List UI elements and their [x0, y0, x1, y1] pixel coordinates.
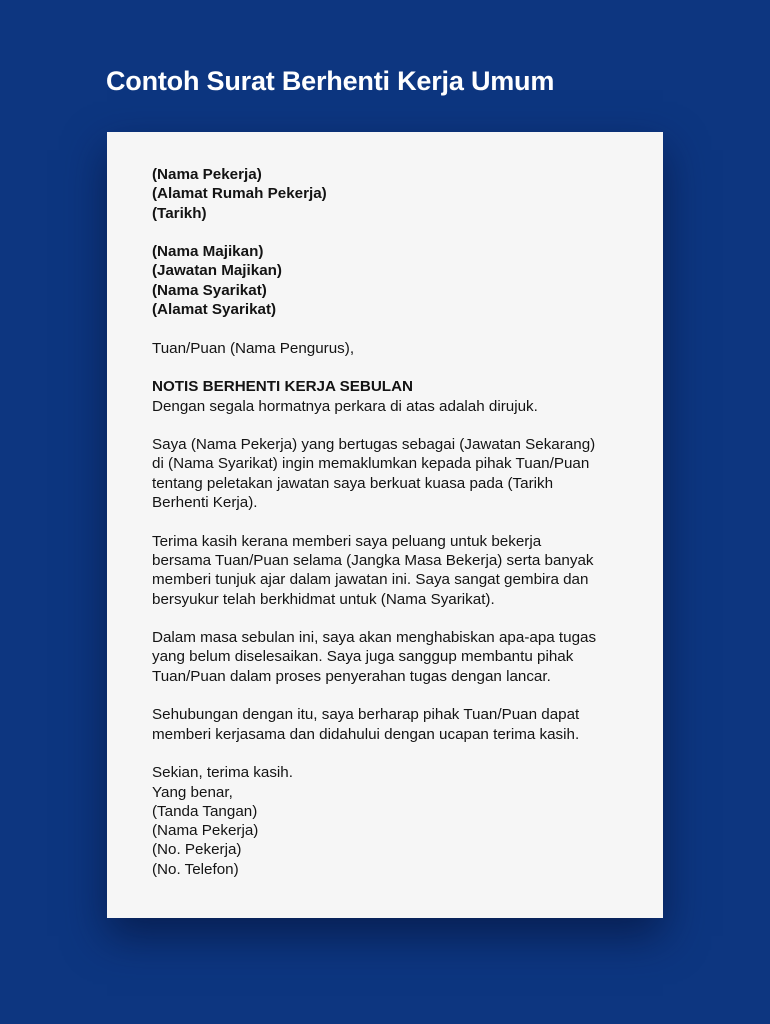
- paragraph-line: Berhenti Kerja).: [152, 494, 258, 512]
- intro-text: Dengan segala hormatnya perkara di atas adalah dirujuk.: [152, 397, 538, 415]
- letter-date: (Tarikh): [152, 204, 207, 222]
- paragraph-line: Sehubungan dengan itu, saya berharap pihak Tuan/Puan dapat: [152, 706, 580, 724]
- recipient-block: [152, 242, 642, 319]
- paragraph-line: Saya (Nama Pekerja) yang bertugas sebagai (Jawatan Sekarang): [152, 436, 596, 454]
- letter-paper: [107, 132, 663, 918]
- paragraph-line: Dalam masa sebulan ini, saya akan menghabiskan apa-apa tugas: [152, 629, 597, 647]
- company-name: (Nama Syarikat): [152, 281, 267, 299]
- letter-content: [152, 165, 642, 898]
- sender-name: (Nama Pekerja): [152, 166, 262, 183]
- page-title: Contoh Surat Berhenti Kerja Umum: [106, 66, 555, 96]
- paragraph-line: bersyukur telah berkhidmat untuk (Nama Syarikat).: [152, 590, 495, 608]
- subject-heading: NOTIS BERHENTI KERJA SEBULAN: [152, 378, 414, 396]
- closing-block: [152, 763, 642, 879]
- paragraph-line: memberi kerjasama dan didahului dengan ucapan terima kasih.: [152, 725, 580, 743]
- signature-placeholder: (Tanda Tangan): [152, 802, 258, 820]
- employer-position: (Jawatan Majikan): [152, 262, 282, 280]
- closing-sincerely: Yang benar,: [152, 783, 233, 801]
- paragraph-line: memberi tunjuk ajar dalam jawatan ini. Saya sangat gembira dan: [152, 571, 589, 589]
- phone-number: (No. Telefon): [152, 860, 239, 878]
- paragraph-handover: [152, 628, 642, 686]
- paragraph-line: di (Nama Syarikat) ingin memaklumkan kepada pihak Tuan/Puan: [152, 455, 590, 473]
- subject-block: [152, 377, 642, 416]
- sender-address: (Alamat Rumah Pekerja): [152, 185, 327, 203]
- sender-block: [152, 165, 642, 223]
- paragraph-line: Tuan/Puan dalam proses penyerahan tugas dengan lancar.: [152, 667, 551, 685]
- paragraph-cooperation: [152, 705, 642, 744]
- salutation: [152, 339, 642, 358]
- paragraph-resignation: [152, 435, 642, 512]
- signer-name: (Nama Pekerja): [152, 822, 259, 840]
- employee-number: (No. Pekerja): [152, 841, 242, 859]
- company-address: (Alamat Syarikat): [152, 301, 277, 319]
- employer-name: (Nama Majikan): [152, 243, 264, 261]
- paragraph-line: yang belum diselesaikan. Saya juga sanggup membantu pihak: [152, 648, 574, 666]
- paragraph-line: tentang peletakan jawatan saya berkuat kuasa pada (Tarikh: [152, 474, 554, 492]
- closing-thanks: Sekian, terima kasih.: [152, 764, 293, 782]
- salutation-text: Tuan/Puan (Nama Pengurus),: [152, 339, 355, 357]
- paragraph-gratitude: [152, 532, 642, 609]
- paragraph-line: Terima kasih kerana memberi saya peluang untuk bekerja: [152, 532, 542, 550]
- paragraph-line: bersama Tuan/Puan selama (Jangka Masa Bekerja) serta banyak: [152, 551, 594, 569]
